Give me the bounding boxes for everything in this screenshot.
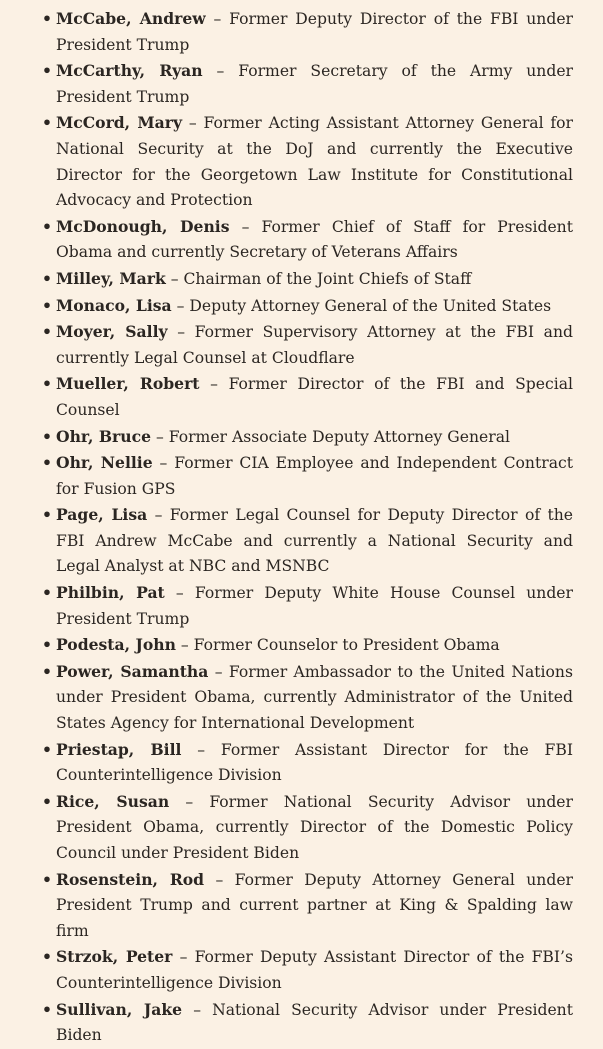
entry-description: Former Director of the FBI and Special Counsel xyxy=(56,375,573,419)
entry-description: Former National Security Advisor under President Obama, currently Director of the Domestic Policy Council under President Biden xyxy=(56,792,573,862)
entry-description: Former Associate Deputy Attorney General xyxy=(168,427,510,446)
entry-name: Podesta, John xyxy=(56,635,176,655)
entry-name: Power, Samantha xyxy=(56,661,209,681)
list-item: • Rosenstein, Rod – Former Deputy Attorney General under President Trump and current partner at King & Spalding law firm xyxy=(56,867,573,945)
entry-description: Former Ambassador to the United Nations under President Obama, currently Administrator of the United States Agency for International Development xyxy=(56,662,573,733)
list-item: • Philbin, Pat – Former Deputy White House Counsel under President Trump xyxy=(56,580,573,632)
bullet-icon: • xyxy=(42,61,52,81)
entry-description: Former Acting Assistant Attorney General for National Security at the DoJ and currently the Executive Director for the Georgetown Law Institute for Constitutional Advocacy and Protection xyxy=(56,114,573,210)
list-item: • Priestap, Bill – Former Assistant Director for the FBI Counterintelligence Division xyxy=(56,737,573,789)
list-item: • McCord, Mary – Former Acting Assistant Attorney General for National Security at the DoJ and currently the Executive Director for the Georgetown Law Institute for Constitutional Advocacy and Protection xyxy=(56,110,573,213)
entry-name: Milley, Mark xyxy=(56,268,166,288)
entry-name: Ohr, Nellie xyxy=(56,453,153,473)
bullet-icon: • xyxy=(42,9,52,28)
bullet-icon: • xyxy=(42,216,52,236)
list-item: • Podesta, John – Former Counselor to President Obama xyxy=(56,632,573,659)
list-item: • Power, Samantha – Former Ambassador to the United Nations under President Obama, currently Administrator of the United States Agency for International Development xyxy=(56,659,573,737)
list-item: • Strzok, Peter – Former Deputy Assistant Director of the FBI’s Counterintelligence Division xyxy=(56,944,573,996)
entry-description: Chairman of the Joint Chiefs of Staff xyxy=(183,269,472,288)
entry-description: Former Supervisory Attorney at the FBI and currently Legal Counsel at Cloudflare xyxy=(56,323,574,367)
bullet-icon: • xyxy=(42,791,52,811)
list-item: • Moyer, Sally – Former Supervisory Attorney at the FBI and currently Legal Counsel at Cloudflare xyxy=(56,319,573,371)
list-item: • Rice, Susan – Former National Security Advisor under President Obama, currently Director of the Domestic Policy Council under President Biden xyxy=(56,789,573,867)
entry-name: Rosenstein, Rod xyxy=(56,869,205,889)
bullet-icon: • xyxy=(42,426,52,446)
entry-name: McDonough, Denis xyxy=(56,216,230,236)
entry-list xyxy=(42,6,574,1049)
bullet-icon: • xyxy=(42,661,52,681)
entry-description: Former CIA Employee and Independent Contract for Fusion GPS xyxy=(56,454,573,498)
bullet-icon: • xyxy=(42,635,52,655)
entry-description: Former Counselor to President Obama xyxy=(193,636,500,655)
list-item: • Monaco, Lisa – Deputy Attorney General of the United States xyxy=(56,293,573,320)
entry-description: Former Assistant Director for the FBI Counterintelligence Division xyxy=(56,740,573,785)
entry-description: National Security Advisor under President Biden xyxy=(56,1000,573,1045)
entry-description: Former Deputy Attorney General under President Trump and current partner at King & Spalding law firm xyxy=(56,870,574,940)
entry-description: Deputy Attorney General of the United States xyxy=(189,296,552,315)
bullet-icon: • xyxy=(42,374,52,394)
list-item: • Milley, Mark – Chairman of the Joint Chiefs of Staff xyxy=(56,266,573,293)
entry-name: Ohr, Bruce xyxy=(56,426,152,446)
list-item: • McCabe, Andrew – Former Deputy Director of the FBI under President Trump xyxy=(56,6,573,58)
bullet-icon: • xyxy=(42,268,52,288)
bullet-icon: • xyxy=(42,453,52,473)
bullet-icon: • xyxy=(42,999,52,1019)
list-item: • McCarthy, Ryan – Former Secretary of the Army under President Trump xyxy=(56,58,573,110)
bullet-icon: • xyxy=(42,113,52,133)
entry-name: Rice, Susan xyxy=(56,791,170,811)
entry-name: Philbin, Pat xyxy=(56,583,165,603)
list-item: • McDonough, Denis – Former Chief of Staff for President Obama and currently Secretary of Veterans Affairs xyxy=(56,214,573,266)
entry-name: Page, Lisa xyxy=(56,505,148,525)
list-item: • Sullivan, Jake – National Security Advisor under President Biden xyxy=(56,997,573,1049)
entry-description: Former Legal Counsel for Deputy Director of the FBI Andrew McCabe and currently a National Security and Legal Analyst at NBC and MSNBC xyxy=(56,506,573,576)
entry-name: Monaco, Lisa xyxy=(56,295,172,315)
list-item: • Ohr, Bruce – Former Associate Deputy Attorney General xyxy=(56,424,573,451)
entry-name: McCord, Mary xyxy=(56,113,183,133)
list-item: • Ohr, Nellie – Former CIA Employee and Independent Contract for Fusion GPS xyxy=(56,450,573,502)
entry-description: Former Chief of Staff for President Obama and currently Secretary of Veterans Affairs xyxy=(56,217,573,262)
entry-description: Former Deputy Assistant Director of the FBI’s Counterintelligence Division xyxy=(56,948,573,992)
entry-name: Sullivan, Jake xyxy=(56,999,183,1019)
entry-name: Priestap, Bill xyxy=(56,739,182,759)
list-item: • Mueller, Robert – Former Director of the FBI and Special Counsel xyxy=(56,371,573,423)
entry-name: Mueller, Robert xyxy=(56,374,200,394)
entry-name: McCarthy, Ryan xyxy=(56,61,203,81)
bullet-icon: • xyxy=(42,322,52,342)
bullet-icon: • xyxy=(42,739,52,759)
bullet-icon: • xyxy=(42,947,52,967)
bullet-icon: • xyxy=(42,295,52,315)
entry-name: McCabe, Andrew xyxy=(56,9,206,28)
entry-name: Moyer, Sally xyxy=(56,322,168,342)
entry-name: Strzok, Peter xyxy=(56,947,173,967)
bullet-icon: • xyxy=(42,505,52,525)
entry-description: Former Deputy Director of the FBI under President Trump xyxy=(56,10,573,54)
list-item: • Page, Lisa – Former Legal Counsel for Deputy Director of the FBI Andrew McCabe and currently a National Security and Legal Analyst at NBC and MSNBC xyxy=(56,502,573,580)
bullet-icon: • xyxy=(42,869,52,889)
bullet-icon: • xyxy=(42,583,52,603)
entry-description: Former Secretary of the Army under President Trump xyxy=(56,62,573,106)
entry-description: Former Deputy White House Counsel under President Trump xyxy=(56,584,573,628)
